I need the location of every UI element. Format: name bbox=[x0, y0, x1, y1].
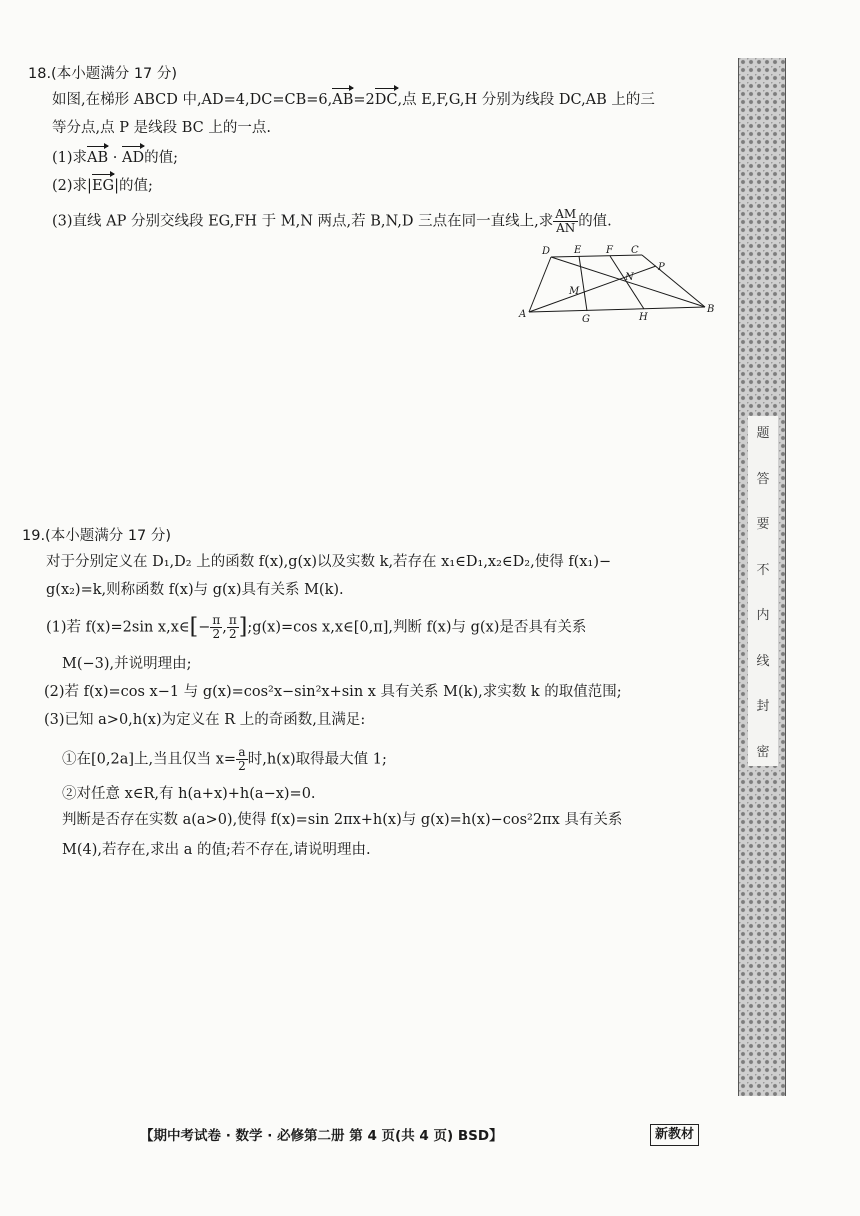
q19-part2: (2)若 f(x)=cos x−1 与 g(x)=cos²x−sin²x+sin x 具有关系 M(k),求实数 k 的取值范围; bbox=[44, 684, 622, 700]
segment-ad bbox=[529, 257, 551, 312]
q18-heading: 18.(本小题满分 17 分) bbox=[28, 66, 178, 82]
segment-ap bbox=[529, 266, 656, 312]
q18-part2: (2)求|EG|的值; bbox=[52, 178, 153, 194]
strip-char-4: 不 bbox=[756, 562, 770, 578]
segment-cb bbox=[642, 255, 705, 307]
q19-def-line2: g(x₂)=k,则称函数 f(x)与 g(x)具有关系 M(k). bbox=[46, 582, 344, 598]
segment-ab bbox=[529, 307, 705, 312]
binding-strip-label bbox=[748, 416, 778, 766]
q18-intro-line2: 等分点,点 P 是线段 BC 上的一点. bbox=[52, 120, 271, 136]
label-d: D bbox=[542, 246, 551, 257]
label-n: N bbox=[625, 272, 634, 283]
label-p: P bbox=[658, 262, 665, 273]
q19-question-line2: M(4),若存在,求出 a 的值;若不存在,请说明理由. bbox=[62, 842, 371, 858]
q19-part1-cont: M(−3),并说明理由; bbox=[62, 656, 192, 672]
strip-char-3: 要 bbox=[756, 517, 770, 533]
q19-def-line1: 对于分别定义在 D₁,D₂ 上的函数 f(x),g(x)以及实数 k,若存在 x₁∈D₁,x₂∈D₂,使得 f(x₁)− bbox=[46, 554, 612, 570]
q18-part1: (1)求AB · AD的值; bbox=[52, 150, 179, 166]
label-e: E bbox=[574, 245, 582, 256]
strip-char-1: 题 bbox=[756, 426, 770, 441]
trapezoid-figure bbox=[515, 240, 720, 330]
label-b: B bbox=[707, 304, 715, 315]
label-g: G bbox=[582, 314, 590, 325]
segment-eg bbox=[579, 256, 587, 311]
q19-question-line1: 判断是否存在实数 a(a>0),使得 f(x)=sin 2πx+h(x)与 g(x)=h(x)−cos²2πx 具有关系 bbox=[62, 812, 623, 828]
label-h: H bbox=[639, 312, 648, 323]
label-c: C bbox=[631, 245, 639, 256]
strip-char-7: 封 bbox=[756, 699, 770, 715]
label-f: F bbox=[606, 245, 613, 256]
strip-char-6: 线 bbox=[756, 653, 770, 669]
page-footer: 【期中考试卷 · 数学 · 必修第二册 第 4 页(共 4 页) BSD】 bbox=[140, 1128, 503, 1144]
strip-char-8: 密 bbox=[756, 744, 770, 760]
q18-intro-line1: 如图,在梯形 ABCD 中,AD=4,DC=CB=6,AB=2DC,点 E,F,G,H 分别为线段 DC,AB 上的三 bbox=[52, 92, 655, 108]
q19-part1: (1)若 f(x)=2sin x,x∈[− $\frac{\pi}{2}$ , $\frac{\pi}{2}$ ];g(x)=cos x,x∈[0,π],判断 f(x)与 g(x)是否具有关系 bbox=[46, 613, 587, 641]
q19-condition2: ②对任意 x∈R,有 h(a+x)+h(a−x)=0. bbox=[62, 786, 316, 802]
q19-condition1: ①在[0,2a]上,当且仅当 x= $\frac{a}{2}$ 时,h(x)取得最大值 1; bbox=[62, 745, 387, 773]
q19-heading: 19.(本小题满分 17 分) bbox=[22, 528, 172, 544]
new-textbook-badge: 新教材 bbox=[650, 1124, 699, 1146]
ratio-fraction: $\frac{AM}{AN}$ bbox=[555, 207, 577, 235]
q19-part3: (3)已知 a>0,h(x)为定义在 R 上的奇函数,且满足: bbox=[44, 712, 366, 728]
strip-char-5: 内 bbox=[756, 608, 770, 624]
label-m: M bbox=[569, 286, 580, 297]
strip-char-2: 答 bbox=[756, 471, 770, 487]
label-a: A bbox=[519, 309, 527, 320]
q18-part3: (3)直线 AP 分别交线段 EG,FH 于 M,N 两点,若 B,N,D 三点在同一直线上,求 $\frac{AM}{AN}$ 的值. bbox=[52, 207, 612, 235]
segment-dc bbox=[551, 255, 642, 257]
